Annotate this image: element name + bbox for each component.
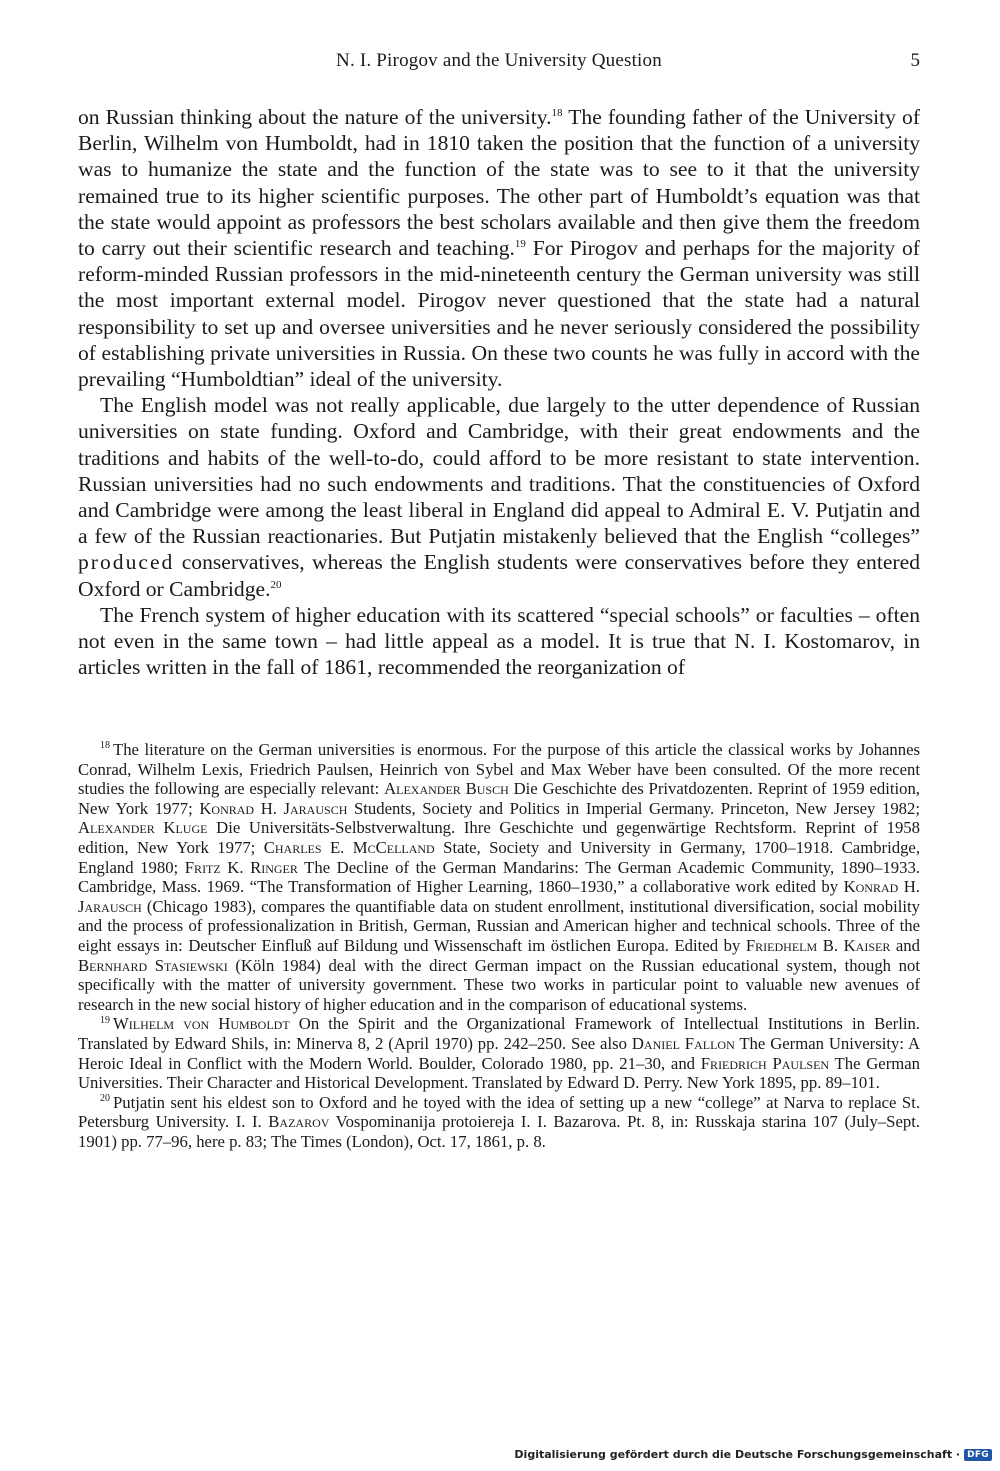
author-name: Bazarov xyxy=(268,1112,330,1132)
running-title: N. I. Pirogov and the University Question xyxy=(336,50,662,71)
text-run: Die Universitäts-Selbstverwaltung. Ihre Geschichte und gegenwärtige Rechtsform. Reprint of 1958 edition, New York 1977; xyxy=(78,818,920,857)
text-run: Vospominanija protoiereja I. I. Bazarova. Pt. 8, in: Russkaja starina 107 (July–Sept. 1901) pp. 77–96, here p. 83; The Times (London), Oct. 17, 1861, p. 8. xyxy=(78,1112,920,1151)
text-run: Die Geschichte des Privatdozenten. Reprint of 1959 edition, New York 1977; xyxy=(78,779,920,818)
author-name: Konrad H. Jarausch xyxy=(78,877,920,916)
text-run: The founding father of the University of Berlin, Wilhelm von Humboldt, had in 1810 taken the position that the function of a university was to humanize the state and the function of the state was to see to it that the university remained true to its higher scientific purposes. The other part of Humboldt’s equation was that the state would appoint as professors the best scholars available and then give them the freedom to carry out their scientific research and teaching. xyxy=(78,105,921,261)
text-run: Putjatin sent his eldest son to Oxford and he toyed with the idea of setting up a new “college” at Narva to replace St. Petersburg University. I. I. xyxy=(78,1092,920,1132)
text-run: (Chicago 1983), compares the quantifiable data on student enrollment, institutional diversification, social mobility and the process of professionalization in British, German, Russian and American higher and technical schools. Three of the eight essays in: Deutscher Einfluß auf Bildung und Wissenschaft im östlichen Europa. Edited by xyxy=(78,896,920,955)
footnote-19 xyxy=(78,1014,920,1092)
author-name: Friedrich Paulsen xyxy=(700,1053,830,1073)
text-run: The English model was not really applicable, due largely to the utter dependence of Russian universities on state funding. Oxford and Cambridge, with their great endowments and the traditions and habits of the well-to-do, could afford to be more resistant to state intervention. Russian universities had no such endowments and traditions. That the constituencies of Oxford and Cambridge were among the least liberal in England did appeal to Admiral E. V. Putjatin and a few of the Russian reactionaries. But Putjatin mistakenly believed that the English “colleges” xyxy=(78,393,920,549)
paragraph xyxy=(78,392,920,602)
author-name: Wilhelm von Humboldt xyxy=(113,1014,290,1034)
funding-note xyxy=(514,1448,992,1461)
text-run: (Köln 1984) deal with the direct German impact on the Russian educational system, though not specifically with the matter of university government. These two works in particular point to valuable new avenues of research in the new social history of higher education and in the comparison of educational systems. xyxy=(78,955,920,1014)
text-run: The literature on the German universities is enormous. For the purpose of this article the classical works by Johannes Conrad, Wilhelm Lexis, Friedrich Paulsen, Heinrich von Sybel and Max Weber have been consulted. Of the more recent studies the following are especially relevant: xyxy=(78,740,920,799)
footnote-ref: 19 xyxy=(514,237,526,250)
page-number: 5 xyxy=(910,50,920,71)
author-name: Fritz K. Ringer xyxy=(184,857,298,877)
footnote-ref: 20 xyxy=(270,578,282,591)
footnotes xyxy=(78,740,920,1151)
running-head xyxy=(78,50,920,78)
author-name: Charles E. McCelland xyxy=(263,837,435,857)
dfg-logo-icon: DFG xyxy=(964,1449,992,1461)
author-name: Daniel Fallon xyxy=(631,1033,735,1053)
footnote-number: 19 xyxy=(100,1014,110,1026)
author-name: Friedhelm B. Kaiser xyxy=(745,935,891,955)
footnote-18 xyxy=(78,740,920,1014)
text-run: and xyxy=(890,935,920,955)
text-run: The German University: A Heroic Ideal in Conflict with the Modern World. Boulder, Colorado 1980, pp. 21–30, and xyxy=(78,1033,920,1073)
paragraph xyxy=(78,104,920,392)
text-run: The German Universities. Their Character and Historical Development. Translated by Edward D. Perry. New York 1895, pp. 89–101. xyxy=(78,1053,920,1093)
text-run: State, Society and University in Germany, 1700–1918. Cambridge, England 1980; xyxy=(78,837,920,877)
author-name: Bernhard Stasiewski xyxy=(78,955,228,975)
author-name: Konrad H. Jarausch xyxy=(199,798,348,818)
funding-text: Digitalisierung gefördert durch die Deutsche Forschungsgemeinschaft · xyxy=(514,1448,961,1461)
footnote-ref: 18 xyxy=(551,106,563,119)
footnote-number: 20 xyxy=(100,1093,110,1105)
footnote-number: 18 xyxy=(100,740,110,752)
text-run: The French system of higher education with its scattered “special schools” or faculties – often not even in the same town – had little appeal as a model. It is true that N. I. Kostomarov, in articles written in the fall of 1861, recommended the reorganization of xyxy=(78,602,920,680)
text-run: Students, Society and Politics in Imperial Germany. Princeton, New Jersey 1982; xyxy=(347,798,920,818)
emphasized-text: produced xyxy=(78,550,175,575)
text-run: The Decline of the German Mandarins: The German Academic Community, 1890–1933. Cambridge, Mass. 1969. “The Transformation of Higher Learning, 1860–1930,” a collaborative work edited by xyxy=(78,857,920,897)
author-name: Alexander Kluge xyxy=(78,818,208,838)
text-run: On the Spirit and the Organizational Framework of Intellectual Institutions in Berlin. Translated by Edward Shils, in: Minerva 8, 2 (April 1970) pp. 242–250. See also xyxy=(78,1014,920,1053)
footnote-20 xyxy=(78,1093,920,1152)
text-run: conservatives, whereas the English students were conservatives before they entered Oxford or Cambridge. xyxy=(78,550,920,601)
text-run: on Russian thinking about the nature of the university. xyxy=(78,105,552,129)
paragraph xyxy=(78,602,920,681)
author-name: Alexander Busch xyxy=(384,779,509,799)
body-text xyxy=(78,104,920,680)
text-run: For Pirogov and perhaps for the majority of reform-minded Russian professors in the mid-nineteenth century the German university was still the most important external model. Pirogov never questioned that the state had a natural responsibility to set up and oversee universities and he never seriously considered the possibility of establishing private universities in Russia. On these two counts he was fully in accord with the prevailing “Humboldtian” ideal of the university. xyxy=(78,236,920,392)
